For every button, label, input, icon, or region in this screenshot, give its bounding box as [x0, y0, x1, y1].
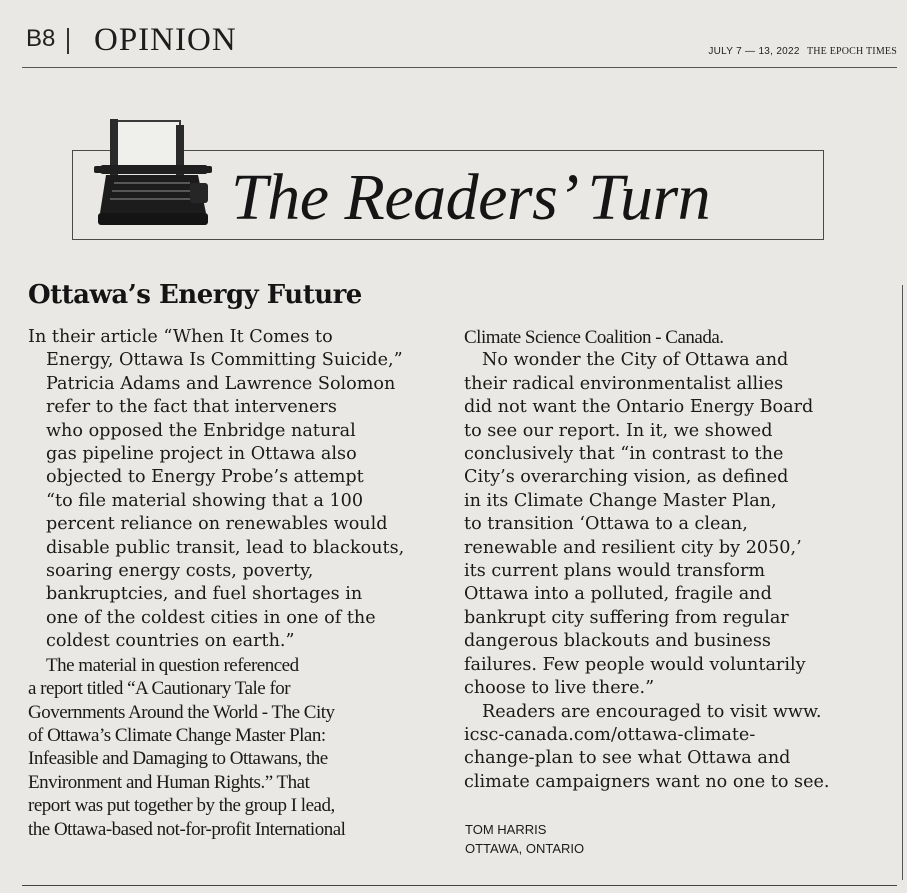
text-line: dangerous blackouts and business	[464, 631, 771, 652]
text-line: No wonder the City of Ottawa and	[482, 350, 789, 371]
text-line: to transition ‘Ottawa to a clean,	[464, 514, 748, 535]
text-line: The material in question referenced	[46, 654, 299, 676]
text-line: conclusively that “in contrast to the	[464, 444, 784, 465]
masthead-divider	[67, 28, 69, 54]
text-line: to see our report. In it, we showed	[464, 420, 773, 441]
author-location: OTTAWA, ONTARIO	[465, 841, 585, 856]
paragraph	[464, 349, 904, 700]
issue-info	[708, 46, 897, 57]
issue-date: JULY 7 — 13, 2022	[708, 46, 800, 57]
text-line: soaring energy costs, poverty,	[46, 561, 314, 582]
paragraph	[464, 326, 904, 349]
article-column-left	[28, 326, 458, 841]
text-line: “to file material showing that a 100	[46, 490, 364, 511]
text-line: Patricia Adams and Lawrence Solomon	[46, 373, 396, 394]
text-line: Climate Science Coalition - Canada.	[464, 327, 724, 348]
text-line: did not want the Ontario Energy Board	[464, 397, 814, 418]
text-line: bankruptcies, and fuel shortages in	[46, 584, 363, 605]
text-line: disable public transit, lead to blackouts,	[46, 537, 405, 558]
text-line: of Ottawa’s Climate Change Master Plan:	[28, 724, 326, 746]
column-border	[902, 285, 903, 880]
text-line: Readers are encouraged to visit www.	[482, 701, 822, 722]
text-line: their radical environmentalist allies	[464, 373, 784, 394]
text-line: Governments Around the World - The City	[28, 701, 335, 723]
text-line: Environment and Human Rights.” That	[28, 771, 310, 793]
article-column-right	[464, 326, 904, 794]
text-line: bankrupt city suffering from regular	[464, 607, 789, 628]
text-line: coldest countries on earth.”	[46, 631, 295, 652]
text-line: who opposed the Enbridge natural	[46, 420, 356, 441]
banner-title: The Readers’ Turn	[231, 161, 711, 234]
text-line: In their article “When It Comes to	[28, 327, 333, 347]
text-line: in its Climate Change Master Plan,	[464, 490, 777, 511]
article-headline: Ottawa’s Energy Future	[28, 280, 362, 310]
paragraph	[28, 654, 458, 841]
text-line: choose to live there.”	[464, 678, 655, 699]
text-line: change-plan to see what Ottawa and	[464, 748, 791, 769]
text-line: failures. Few people would voluntarily	[464, 654, 806, 675]
text-line: renewable and resilient city by 2050,’	[464, 537, 802, 558]
author-name: TOM HARRIS	[465, 822, 547, 837]
text-line: refer to the fact that interveners	[46, 397, 337, 418]
text-line: objected to Energy Probe’s attempt	[46, 467, 364, 488]
paper-name: THE EPOCH TIMES	[806, 46, 897, 57]
text-line: percent reliance on renewables would	[46, 514, 388, 535]
text-line: City’s overarching vision, as defined	[464, 467, 789, 488]
bottom-rule	[22, 885, 897, 886]
masthead	[22, 22, 897, 68]
text-line: its current plans would transform	[464, 561, 766, 582]
paragraph	[28, 326, 458, 654]
paragraph	[464, 701, 904, 795]
text-line: one of the coldest cities in one of the	[46, 607, 376, 628]
text-line: report was put together by the group I lead,	[28, 795, 335, 817]
section-title: OPINION	[94, 22, 237, 58]
author-signature	[465, 820, 584, 858]
text-line: a report titled “A Cautionary Tale for	[28, 678, 291, 700]
text-line: gas pipeline project in Ottawa also	[46, 444, 357, 465]
masthead-rule	[22, 67, 897, 68]
text-line: Infeasible and Damaging to Ottawans, the	[28, 748, 328, 770]
text-line: Ottawa into a polluted, fragile and	[464, 584, 772, 605]
page-number: B8	[26, 25, 56, 52]
typewriter-icon	[94, 117, 212, 229]
text-line: Energy, Ottawa Is Committing Suicide,”	[46, 350, 403, 371]
text-line: icsc-canada.com/ottawa-climate-	[464, 724, 756, 745]
text-line: the Ottawa-based not-for-profit International	[28, 818, 346, 840]
text-line: climate campaigners want no one to see.	[464, 771, 830, 792]
